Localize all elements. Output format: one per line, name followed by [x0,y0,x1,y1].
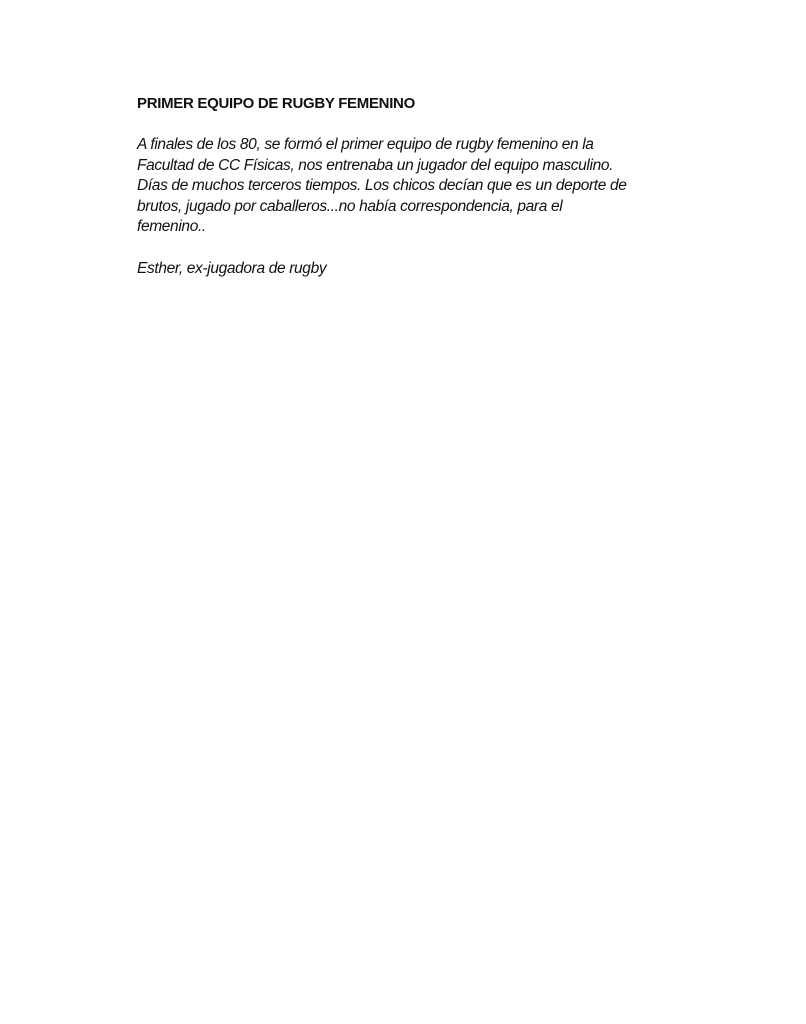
document-content [137,94,657,279]
body-line: A finales de los 80, se formó el primer equipo de rugby femenino en la [137,136,594,153]
body-line: femenino.. [137,218,206,235]
body-line: Días de muchos terceros tiempos. Los chicos decían que es un deporte de [137,177,627,194]
document-title: PRIMER EQUIPO DE RUGBY FEMENINO [137,95,415,112]
signature: Esther, ex-jugadora de rugby [137,259,327,277]
body-line: brutos, jugado por caballeros...no había correspondencia, para el [137,197,563,215]
body-paragraph [137,135,657,238]
body-line: Facultad de CC Físicas, nos entrenaba un jugador del equipo masculino. [137,156,614,174]
